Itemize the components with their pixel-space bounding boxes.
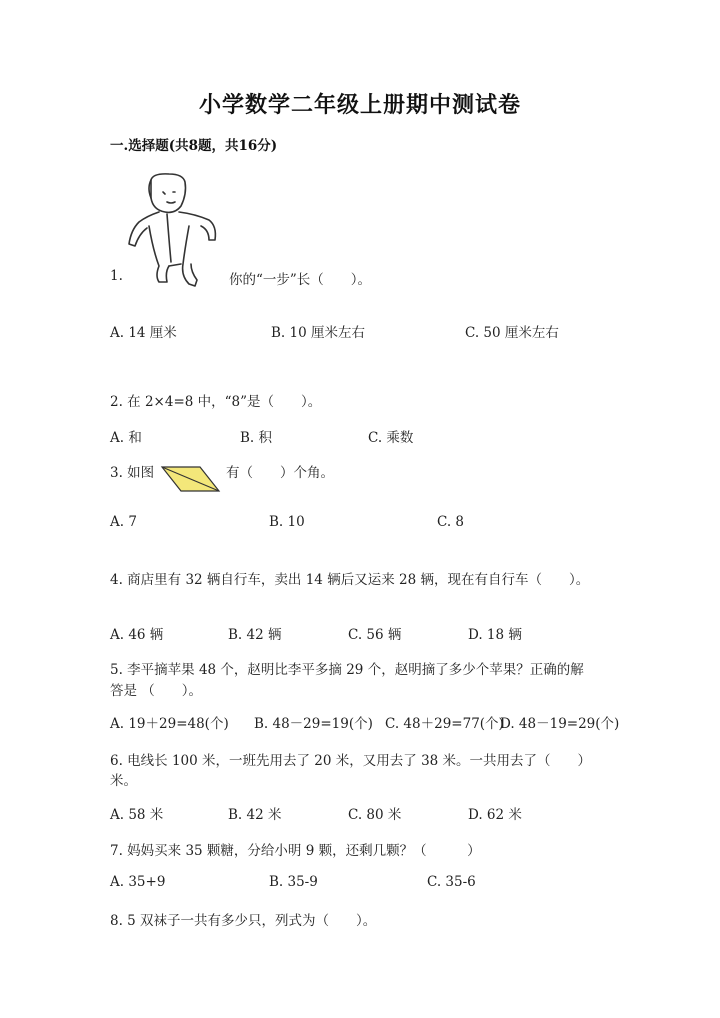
question-6-option-d[interactable]: D. 62 米 [468, 807, 522, 823]
question-2-option-a[interactable]: A. 和 [110, 430, 142, 446]
question-2-option-c[interactable]: C. 乘数 [368, 430, 414, 446]
question-6-option-b[interactable]: B. 42 米 [228, 807, 282, 823]
question-7-option-a[interactable]: A. 35+9 [110, 874, 166, 890]
question-7-option-b[interactable]: B. 35-9 [269, 874, 318, 890]
question-6-option-a[interactable]: A. 58 米 [110, 807, 164, 823]
person-sketch-image [125, 170, 225, 300]
question-3-option-c[interactable]: C. 8 [437, 514, 465, 530]
question-3-option-b[interactable]: B. 10 [269, 514, 305, 530]
question-2-option-b[interactable]: B. 积 [240, 430, 273, 446]
question-6-text-line2: 米。 [110, 773, 137, 789]
question-7-option-c[interactable]: C. 35-6 [427, 874, 476, 890]
question-5-option-d[interactable]: D. 48－19=29(个) [500, 716, 620, 732]
question-5-option-b[interactable]: B. 48－29=19(个) [254, 716, 373, 732]
question-5-text-line1: 5. 李平摘苹果 48 个，赵明比李平多摘 29 个，赵明摘了多少个苹果？正确的解 [110, 662, 584, 678]
question-5-option-a[interactable]: A. 19＋29=48(个) [110, 716, 229, 732]
question-1-text: 你的“一步”长（ ）。 [229, 272, 372, 288]
question-4-option-c[interactable]: C. 56 辆 [348, 627, 402, 643]
question-4-option-d[interactable]: D. 18 辆 [468, 627, 522, 643]
question-1-number: 1. [110, 268, 123, 284]
question-5-text-line2: 答是 （ ）。 [110, 683, 203, 699]
section-heading: 一.选择题(共8题，共16分) [110, 138, 278, 154]
question-3-prefix: 3. 如图 [110, 465, 155, 481]
question-6-text-line1: 6. 电线长 100 米，一班先用去了 20 米，又用去了 38 米。一共用去了（ ） [110, 753, 592, 769]
question-5-option-c[interactable]: C. 48＋29=77(个) [385, 716, 504, 732]
page-title: 小学数学二年级上册期中测试卷 [198, 92, 521, 118]
question-7-text: 7. 妈妈买来 35 颗糖，分给小明 9 颗，还剩几颗？（ ） [110, 843, 481, 859]
question-4-text: 4. 商店里有 32 辆自行车，卖出 14 辆后又运来 28 辆，现在有自行车（ ）。 [110, 572, 590, 588]
question-3-suffix: 有（ ）个角。 [226, 465, 334, 481]
question-1-option-c[interactable]: C. 50 厘米左右 [465, 325, 559, 341]
question-1-option-b[interactable]: B. 10 厘米左右 [271, 325, 365, 341]
question-6-option-c[interactable]: C. 80 米 [348, 807, 402, 823]
question-2-text: 2. 在 2×4=8 中，“8”是（ ）。 [110, 394, 322, 410]
parallelogram-figure [160, 464, 222, 494]
question-1-option-a[interactable]: A. 14 厘米 [110, 325, 177, 341]
question-4-option-a[interactable]: A. 46 辆 [110, 627, 164, 643]
question-8-text: 8. 5 双袜子一共有多少只，列式为（ ）。 [110, 913, 377, 929]
question-4-option-b[interactable]: B. 42 辆 [228, 627, 282, 643]
question-3-option-a[interactable]: A. 7 [110, 514, 137, 530]
